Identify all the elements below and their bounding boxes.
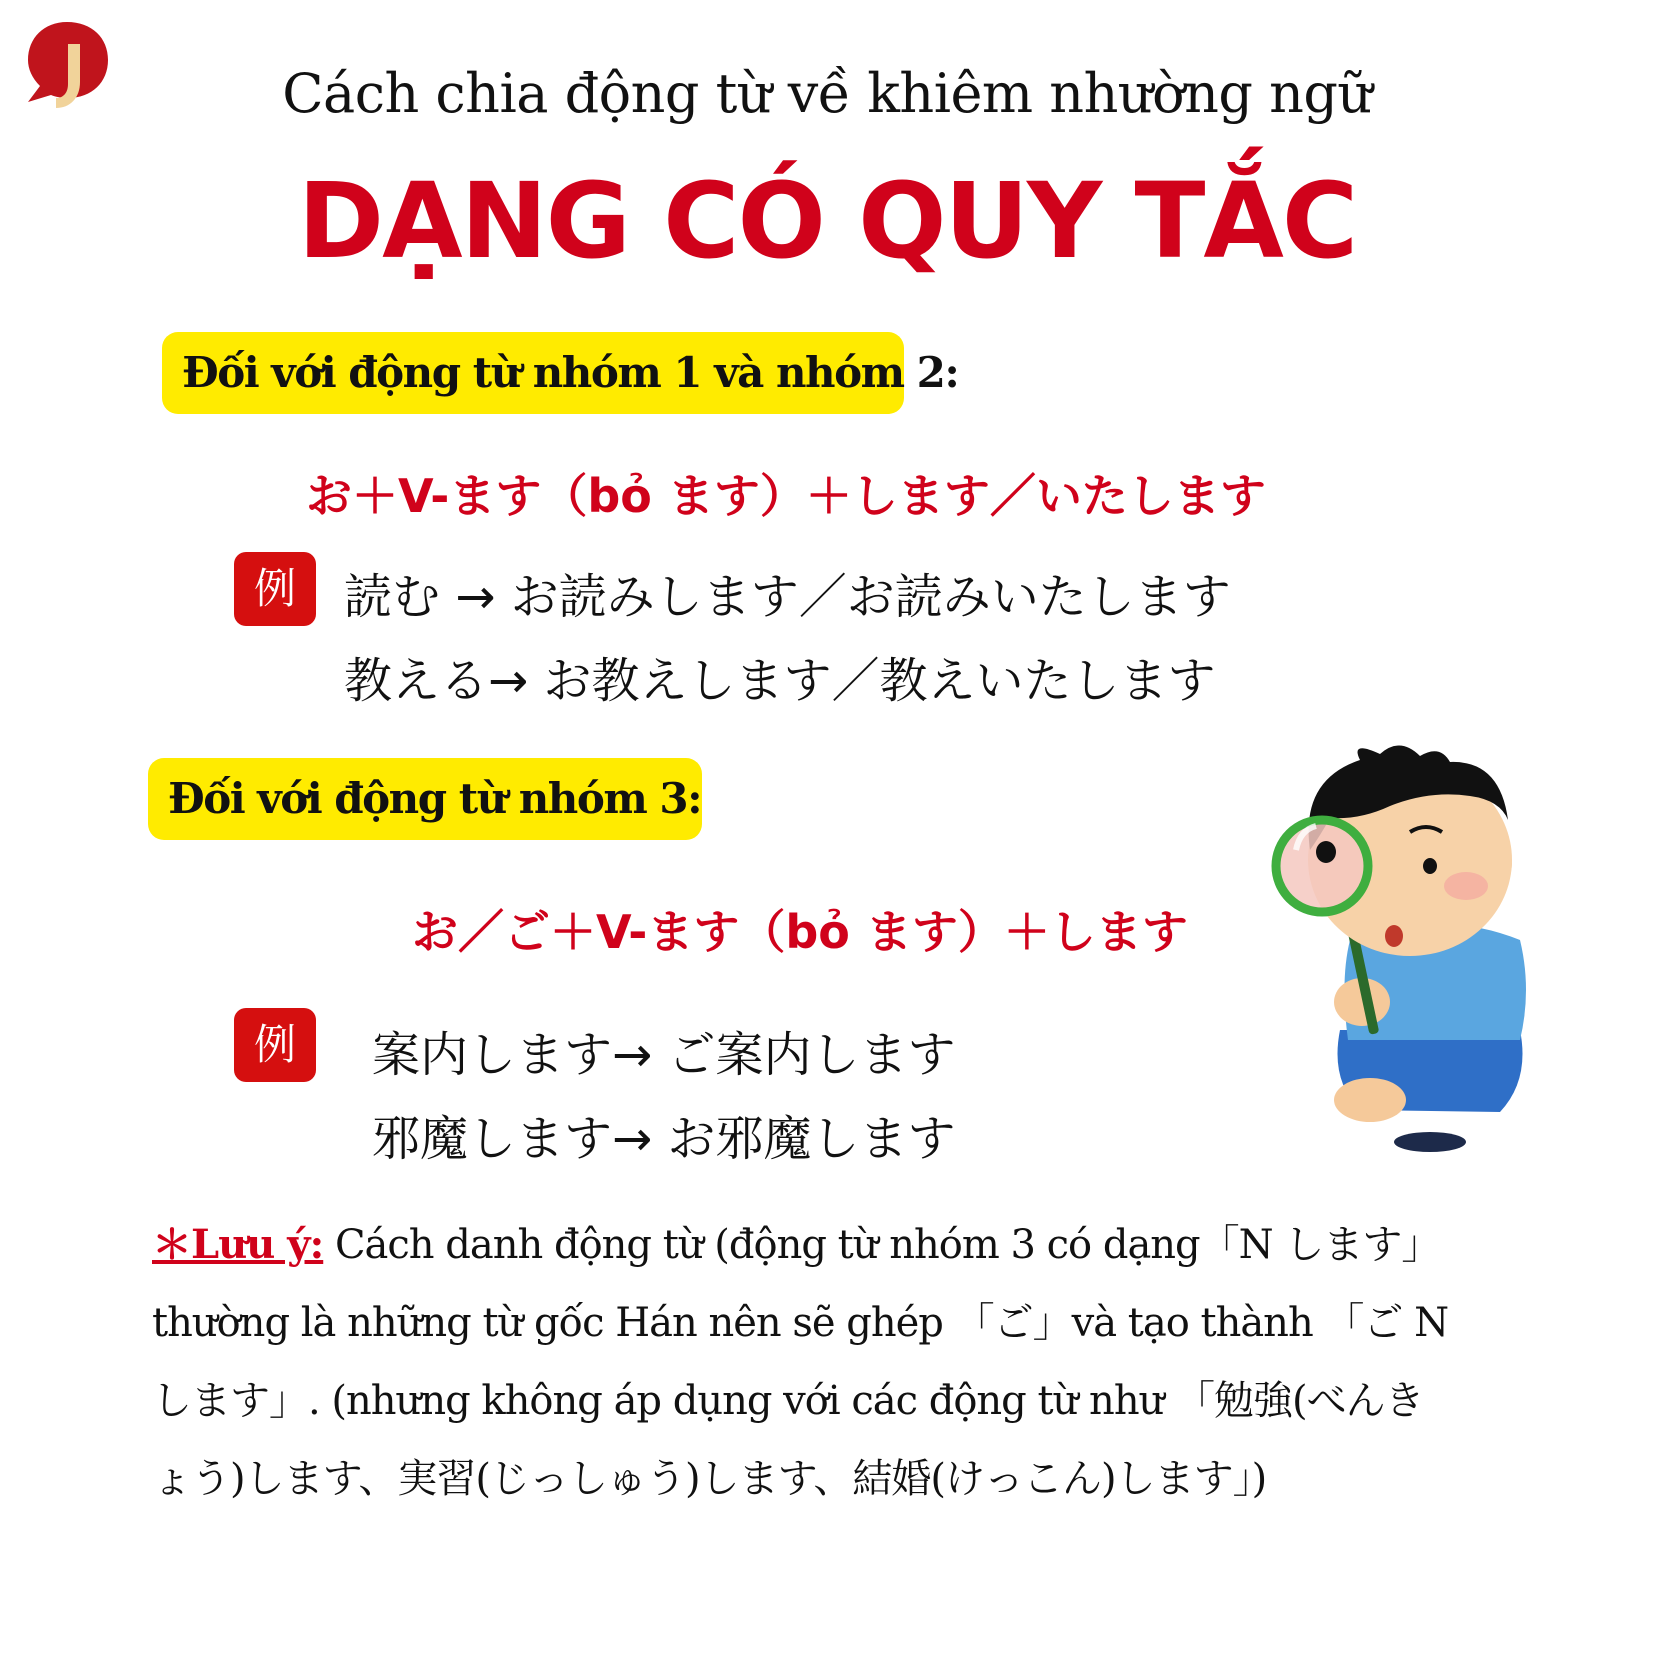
section1-example-2: 教える→ お教えします／教えいたします xyxy=(344,653,1216,709)
section2-formula: お／ご＋V-ます（bỏ ます）＋します xyxy=(412,905,1188,959)
note-line-4: ょう)します、実習(じっしゅう)します、結婚(けっこん)します」) xyxy=(152,1456,1267,1502)
boy-with-magnifier-icon xyxy=(1270,740,1570,1160)
section1-heading: Đối với động từ nhóm 1 và nhóm 2: xyxy=(162,332,904,414)
example-badge: 例 xyxy=(234,552,316,626)
section2-example-1: 案内します→ ご案内します xyxy=(372,1027,956,1083)
page-subtitle: Cách chia động từ về khiêm nhường ngữ xyxy=(282,62,1372,125)
section1-formula: お＋V-ます（bỏ ます）＋します／いたします xyxy=(306,469,1266,523)
section2-example-2: 邪魔します→ お邪魔します xyxy=(372,1111,956,1167)
section1-example-1: 読む → お読みします／お読みいたします xyxy=(344,569,1231,625)
note-line-1-text: Cách danh động từ (động từ nhóm 3 có dạng「N します」 xyxy=(323,1222,1441,1268)
note-block xyxy=(152,1206,1492,1518)
note-line-3: します」. (nhưng không áp dụng với các động từ như 「勉強(べんき xyxy=(152,1378,1424,1424)
note-label: ＊Lưu ý: xyxy=(152,1221,324,1268)
page-title: DẠNG CÓ QUY TẮC xyxy=(297,160,1357,282)
example-badge: 例 xyxy=(234,1008,316,1082)
note-line-1 xyxy=(152,1206,1492,1284)
note-line-2: thường là những từ gốc Hán nên sẽ ghép 「ご」và tạo thành 「ご N xyxy=(152,1300,1449,1346)
section2-heading: Đối với động từ nhóm 3: xyxy=(148,758,702,840)
